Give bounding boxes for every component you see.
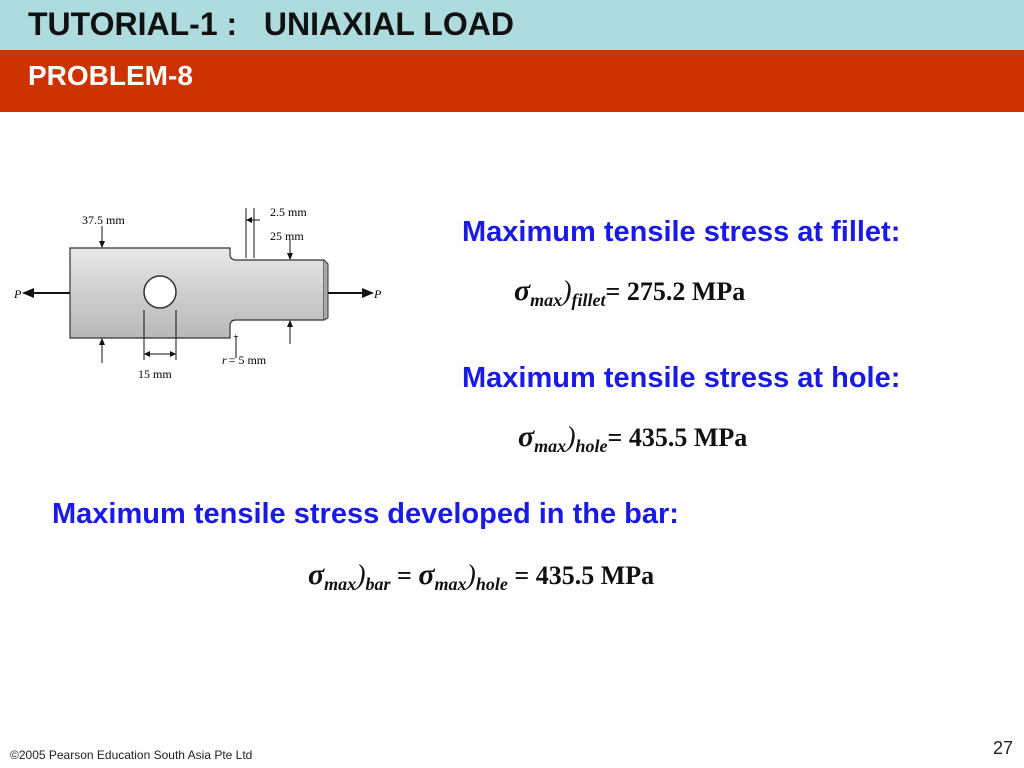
- sigma-symbol: σ: [418, 558, 435, 591]
- sigma-symbol: σ: [518, 420, 535, 453]
- bar-heading: Maximum tensile stress developed in the bar:: [52, 498, 679, 530]
- bar-value: 435.5 MPa: [535, 561, 655, 590]
- stepped-plate: [70, 248, 324, 338]
- bar-diagram: [8, 198, 400, 394]
- fillet-value: = 275.2 MPa: [605, 277, 746, 306]
- hole-formula: $\sigma_{max})_{hole}= 435.5$ MPa: [518, 420, 748, 456]
- subtitle-bar: [0, 50, 1024, 112]
- hole-value: = 435.5 MPa: [607, 423, 748, 452]
- narrow-dim-label: 25 mm: [270, 229, 304, 243]
- bar-formula: $\sigma_{max})_{bar} = \sigma_{max})_{hole} = 435.5$ MPa: [308, 558, 655, 594]
- sigma-symbol: σ: [308, 558, 325, 591]
- hole: [144, 276, 176, 308]
- copyright-footer: ©2005 Pearson Education South Asia Pte Ltd: [10, 748, 253, 762]
- sigma-symbol: σ: [514, 274, 531, 307]
- width-dim-label: 37.5 mm: [82, 213, 125, 227]
- radius-label: r = 5 mm: [222, 353, 267, 367]
- hole-heading: Maximum tensile stress at hole:: [462, 362, 901, 394]
- fillet-step-label: 2.5 mm: [270, 205, 307, 219]
- slide-subtitle: PROBLEM-8: [28, 60, 193, 91]
- page-number: 27: [993, 738, 1014, 758]
- load-label-right: P: [374, 287, 382, 301]
- fillet-heading: Maximum tensile stress at fillet:: [462, 216, 901, 248]
- plate-right-edge: [324, 260, 328, 320]
- title-bar: [0, 0, 1024, 50]
- slide-title: TUTORIAL-1 : UNIAXIAL LOAD: [28, 6, 514, 42]
- load-label-left: P: [14, 287, 22, 301]
- svg-text:+: +: [233, 332, 239, 343]
- hole-dim-label: 15 mm: [138, 367, 172, 381]
- fillet-formula: $\sigma_{max})_{fillet}= 275.2$ MPa: [514, 274, 746, 310]
